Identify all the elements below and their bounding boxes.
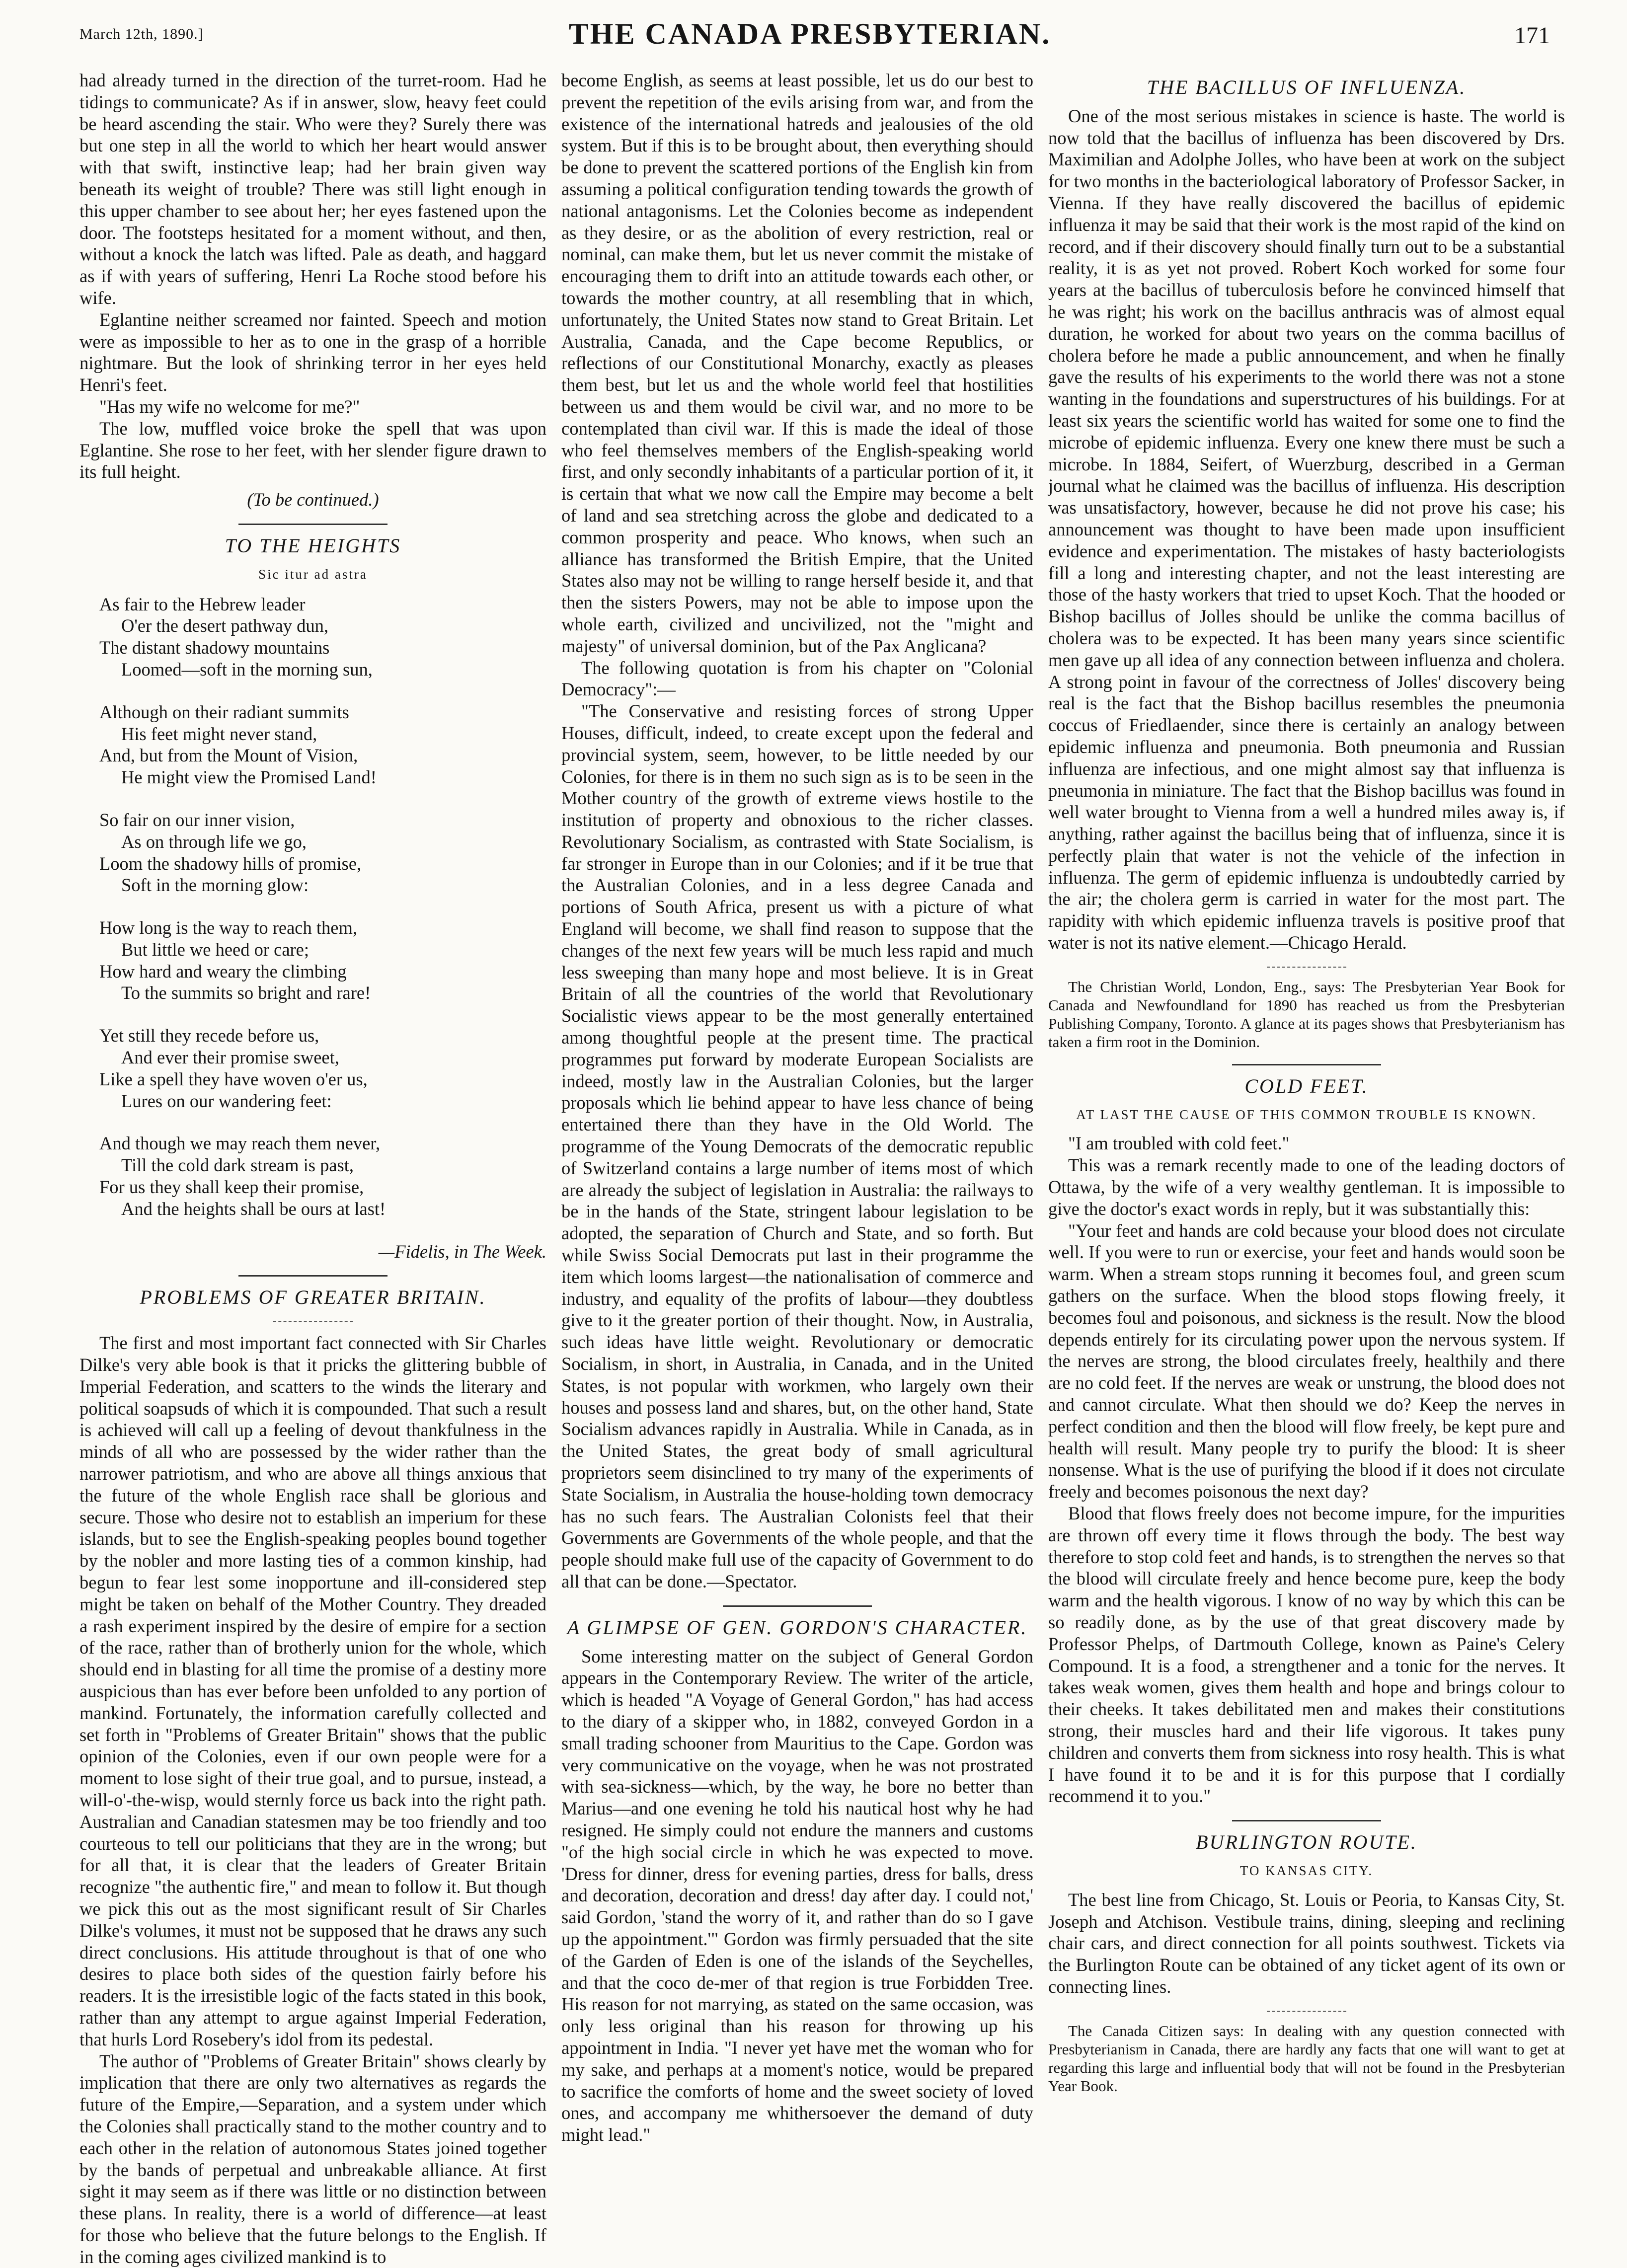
poem-line: Yet still they recede before us,: [99, 1025, 319, 1046]
poem-line: As fair to the Hebrew leader: [99, 594, 306, 614]
article-paragraph: "Your feet and hands are cold because your blood does not circulate well. If you were to run or exercise, your feet and hands would soon be warm. When a stream stops running it becomes foul, and green scum gathers on the surface. When the blood stops flowing freely, it becomes foul and poisonous, and sickness is the result. Now the blood depends entirely for its circulating power upon the nervous system. If the nerves are strong, the blood circulates freely, healthily and there are no cold feet. If the nerves are weak or unstrung, the blood does not and cannot circulate. What then should we do? Keep the nerves in perfect condition and then the blood will flow freely, be kept pure and health will result. Many people try to purify the blood: It is sheer nonsense. What is the use of purifying the blood if it does not circulate freely and becomes poisonous the next day?: [1048, 1220, 1565, 1502]
column-middle: [561, 70, 1033, 2225]
column-left: [79, 70, 546, 2267]
poem-title: TO THE HEIGHTS: [225, 534, 401, 557]
poem-stanza: [99, 809, 546, 896]
poem-line: And, but from the Mount of Vision,: [99, 745, 358, 766]
section-divider: [1267, 967, 1346, 968]
poem-line: How hard and weary the climbing: [99, 961, 347, 982]
article-paragraph: One of the most serious mistakes in science is haste. The world is now told that the bacillus of influenza has been discovered by Drs. Maximilian and Adolphe Jolles, who have been at work on the subject for two months in the bacteriological laboratory of Professor Sacker, in Vienna. If they have really discovered the bacillus of epidemic influenza it may be said that their work is the most rapid of the kind on record, and if their discovery should finally turn out to be a substantial reality, it is as yet not proved. Robert Koch worked for some four years at the bacillus of tuberculosis before he convinced himself that he was right; his work on the bacillus anthracis was of almost equal duration, he worked for about two years on the comma bacillus of cholera before he made a public announcement, and when he finally gave the results of his experiments to the world there was not a stone wanting in the foundations and superstructures of his buildings. For at least six years the scientific world has waited for some one to find the microbe of epidemic influenza. Every one knew there must be such a microbe. In 1884, Seifert, of Wuerzburg, described in a German journal what he claimed was the bacillus of influenza. His description was unsatisfactory, however, because he did not prove his case; his announcement was thought to have been made upon insufficient evidence and experimentation. The mistakes of hasty bacteriologists fill a long and interesting chapter, and not the least interesting are those of the hasty workers that tried to upset Koch. That the hooded or Bishop bacillus of Jolles should be unlike the comma bacillus of cholera was to be expected. It has been many years since scientific men gave up all idea of any connection between influenza and cholera. A strong point in favour of the correctness of Jolles' discovery being real is the fact that the Bishop bacillus resembles the pneumonia coccus of Friedlaender, since there is certainly an analogy between epidemic influenza and pneumonia. Both pneumonia and Russian influenza are infectious, and one might almost say that influenza is pneumonia in miniature. The fact that the Bishop bacillus was found in well water brought to Vienna from a well a hundred miles away is, if anything, rather against the bacillus being that of influenza, since it is perfectly plain that water is not the vehicle of the infection in influenza. The germ of epidemic influenza is undoubtedly carried by the air; the cholera germ is carried in water for the most part. The rapidity with which epidemic influenza travels is positive proof that water is not its native element.—Chicago Herald.: [1048, 105, 1565, 953]
poem-stanza: [99, 1133, 546, 1219]
poem-stanza: [99, 594, 546, 680]
story-paragraph: had already turned in the direction of the turret-room. Had he tidings to communicate? As if in answer, slow, heavy feet could be heard ascending the stair. Who were they? Surely there was but one step in all the world to which her heart would answer with that swift, instinctive leap; had her brain given way beneath its weight of trouble? There was still light enough in this upper chamber to see about her; her eyes fastened upon the door. The footsteps hesitated for a moment without, and then, without a knock the latch was lifted. Pale as death, and haggard as if with years of suffering, Henri La Roche stood before his wife.: [79, 70, 546, 308]
cold-feet-subtitle: AT LAST THE CAUSE OF THIS COMMON TROUBLE IS KNOWN.: [1076, 1107, 1537, 1122]
cold-feet-title: COLD FEET.: [1244, 1074, 1369, 1097]
section-divider: [238, 1275, 387, 1277]
article-paragraph: The first and most important fact connected with Sir Charles Dilke's very able book is that it pricks the glittering bubble of Imperial Federation, and scatters to the winds the literary and political soapsuds of which it is compounded. That such a result is achieved will call up a feeling of devout thankfulness in the minds of all who are possessed by the wider rather than the narrower patriotism, and who are above all things anxious that the future of the whole English race shall be glorious and secure. Those who desire not to establish an imperium for these islands, but to see the English-speaking peoples bound together by the nobler and more lasting ties of a common kinship, had begun to fear lest some inopportune and ill-considered step might be taken on behalf of the Mother Country. They dreaded a rash experiment inspired by the desire of empire for a section of the race, rather than of brotherly union for the whole, which should end in blasting for all time the promise of a destiny more auspicious than has ever before been unfolded to any portion of mankind. Fortunately, the information carefully collected and set forth in "Problems of Greater Britain" shows that the public opinion of the Colonies, even if our own people were for a moment to lose sight of their true goal, and to pursue, instead, a will-o'-the-wisp, would sternly force us back into the right path. Australian and Canadian statesmen may be too friendly and too courteous to tell our politicians that they are in the wrong; but for all that, it is clear that the leaders of Greater Britain recognize "the authentic fire," and mean to follow it. But though we pick this out as the most significant result of Sir Charles Dilke's volumes, it must not be supposed that he draws any such direct conclusions. His attitude throughout is that of one who desires to place both sides of the question fairly before his readers. It is the irresistible logic of the facts stated in this book, rather than any attempt to argue against Imperial Federation, that hurls Lord Rosebery's idol from its pedestal.: [79, 1333, 546, 2049]
poem-line: Lures on our wandering feet:: [121, 1090, 332, 1111]
story-paragraph: The low, muffled voice broke the spell that was upon Eglantine. She rose to her feet, with her slender figure drawn to its full height.: [79, 418, 546, 482]
burlington-subtitle: TO KANSAS CITY.: [1240, 1863, 1374, 1878]
story-paragraph: "Has my wife no welcome for me?": [99, 396, 360, 417]
notice-paragraph: The Christian World, London, Eng., says: The Presbyterian Year Book for Canada and Newfoundland for 1890 has reached us from the Presbyterian Publishing Company, Toronto. A glance at its pages shows that Presbyterianism has taken a firm root in the Dominion.: [1048, 978, 1565, 1051]
notice-paragraph: The Canada Citizen says: In dealing with any question connected with Presbyterianism in Canada, there are hardly any facts that one will want to get at regarding this large and influential body that will not be found in the Presbyterian Year Book.: [1048, 2022, 1565, 2095]
poem-line: O'er the desert pathway dun,: [121, 615, 329, 636]
burlington-title: BURLINGTON ROUTE.: [1196, 1831, 1417, 1854]
section-divider: [1232, 1820, 1381, 1821]
poem-line: He might view the Promised Land!: [121, 767, 377, 788]
story-paragraph: Eglantine neither screamed nor fainted. Speech and motion were as impossible to her as to one in the grasp of a horrible nightmare. But the look of shrinking terror in her eyes held Henri's feet.: [79, 309, 546, 395]
poem-subtitle: Sic itur ad astra: [258, 566, 368, 582]
article-paragraph: "I am troubled with cold feet.": [1068, 1133, 1290, 1154]
poem-line: Loom the shadowy hills of promise,: [99, 853, 362, 874]
poem-line: As on through life we go,: [121, 831, 307, 852]
article-paragraph: Some interesting matter on the subject of General Gordon appears in the Contemporary Review. The writer of the article, which is headed "A Voyage of General Gordon," has had access to the diary of a skipper who, in 1882, conveyed Gordon in a small trading schooner from Mauritius to the Cape. Gordon was very communicative on the voyage, when he was not prostrated with sea-sickness—which, by the way, he bore no better than Marius—and one evening he told his nautical host why he had resigned. He simply could not endure the manners and customs "of the high social circle in which he was expected to move. 'Dress for dinner, dress for evening parties, dress for balls, dress and decoration, decoration and dress! day after day. I could not,' said Gordon, 'stand the worry of it, and rather than do so I gave up the appointment.'" Gordon was firmly persuaded that the site of the Garden of Eden is one of the islands of the Seychelles, and that the coco de-mer of that region is true Forbidden Tree. His reason for not marrying, as stated on the same occasion, was only less original than his reason for throwing up his appointment in India. "I never yet have met the woman who for my sake, and perhaps at a moment's notice, would be prepared to sacrifice the comforts of home and the sweet society of loved ones, and accompany me whithersoever the demand of duty might lead.": [561, 1646, 1033, 2145]
poem-line: Like a spell they have woven o'er us,: [99, 1068, 368, 1089]
to-be-continued: (To be continued.): [247, 489, 379, 510]
poem-line: Till the cold dark stream is past,: [121, 1155, 354, 1176]
poem-line: How long is the way to reach them,: [99, 917, 357, 938]
article-paragraph: The following quotation is from his chapter on "Colonial Democracy":—: [561, 657, 1033, 700]
poem-line: The distant shadowy mountains: [99, 637, 330, 658]
page-number: 171: [1514, 22, 1550, 49]
poem-line: To the summits so bright and rare!: [121, 983, 371, 1003]
article-paragraph: This was a remark recently made to one of the leading doctors of Ottawa, by the wife of a very wealthy gentleman. It is impossible to give the doctor's exact words in reply, but it was substantially this:: [1048, 1155, 1565, 1219]
problems-title: PROBLEMS OF GREATER BRITAIN.: [140, 1286, 486, 1309]
issue-date: March 12th, 1890.]: [79, 26, 204, 42]
page-header: [50, 15, 1570, 55]
poem-line: And the heights shall be ours at last!: [121, 1198, 386, 1219]
poem-line: So fair on our inner vision,: [99, 809, 295, 830]
section-divider: [273, 1321, 353, 1322]
poem-line: Soft in the morning glow:: [121, 875, 309, 896]
column-right: [1048, 70, 1565, 2225]
section-divider: [238, 524, 387, 525]
bacillus-title: THE BACILLUS OF INFLUENZA.: [1147, 76, 1467, 98]
poem-line: His feet might never stand,: [121, 723, 317, 744]
poem-line: And ever their promise sweet,: [121, 1047, 339, 1068]
article-paragraph: The best line from Chicago, St. Louis or Peoria, to Kansas City, St. Joseph and Atchison. Vestibule trains, dining, sleeping and reclining chair cars, and direct connection for all points southwest. Tickets via the Burlington Route can be obtained of any ticket agent of its own or connecting lines.: [1048, 1889, 1565, 1997]
poem-line: For us they shall keep their promise,: [99, 1177, 364, 1198]
poem: [79, 594, 546, 1220]
poem-attribution: —Fidelis, in The Week.: [378, 1241, 546, 1262]
poem-stanza: [99, 701, 546, 788]
poem-stanza: [99, 1025, 546, 1112]
poem-line: And though we may reach them never,: [99, 1133, 381, 1154]
article-paragraph: become English, as seems at least possible, let us do our best to prevent the repetition of the evils arising from war, and from the existence of the international hatreds and jealousies of the old system. But if this is to be brought about, then everything should be done to prevent the scattered portions of the English kin from assuming a political configuration tending towards the growth of national antagonisms. Let the Colonies become as independent as they desire, or as the abolition of every restriction, real or nominal, can make them, but let us never commit the mistake of encouraging them to drift into an attitude towards each other, or towards the mother country, at all resembling that in which, unfortunately, the United States now stand to Great Britain. Let Australia, Canada, and the Cape become Republics, or reflections of our Constitutional Monarchy, exactly as pleases them best, but let us and the whole world feel that hostilities between us and them would be civil war, and no more to be contemplated than civil war. If this is made the ideal of those who feel themselves members of the English-speaking world first, and only secondly inhabitants of a particular portion of it, it is certain that what we now call the Empire may become a belt of land and sea stretching across the globe and dedicated to a common prosperity and peace. Who knows, when such an alliance has transformed the British Empire, that the United States also may not be willing to range herself beside it, and that then the sisters Powers, may not be able to impose upon the whole earth, civilized and uncivilized, not the "might and majesty" of universal dominion, but of the Pax Anglicana?: [561, 70, 1033, 656]
poem-line: Although on their radiant summits: [99, 701, 349, 722]
article-paragraph: The author of "Problems of Greater Britain" shows clearly by implication that there are only two alternatives as regards the future of the Empire,—Separation, and a system under which the Colonies shall practically stand to the mother country and to each other in the relation of autonomous States joined together by the bands of perpetual and unbreakable alliance. At first sight it may seem as if there was little or no distinction between these plans. In reality, there is a world of difference—at least for those who believe that the future belongs to the English. If in the coming ages civilized mankind is to: [79, 2050, 546, 2267]
gordon-title: A GLIMPSE OF GEN. GORDON'S CHARACTER.: [567, 1616, 1028, 1639]
article-paragraph: "The Conservative and resisting forces of strong Upper Houses, difficult, indeed, to create except upon the federal and provincial system, seem, however, to be little needed by our Colonies, for there is in them no such sign as is to be seen in the Mother country of the growth of extreme views hostile to the institution of property and obnoxious to the richer classes. Revolutionary Socialism, as contrasted with State Socialism, is far stronger in Europe than in our Colonies; and if it be true that the Australian Colonies, and in a less degree Canada and portions of South Africa, present us with a picture of what England will become, we shall find reason to suppose that the changes of the next few years will be much less rapid and much less sweeping than many hope and most believe. It is in Great Britain of all the countries of the world that Revolutionary Socialistic views appear to be the most generally entertained among thoughtful people at the present time. The practical programmes put forward by moderate European Socialists are indeed, mostly law in the Australian Colonies, but the larger proposals which lie behind appear to have less chance of being entertained there than they have in the Old World. The programme of the Young Democrats of the democratic republic of Switzerland contains a large number of items most of which are already the subject of legislation in Australia: the railways to be in the hands of the State, stringent labour legislation to be adopted, the separation of Church and State, and so forth. But while Swiss Social Democrats put last in their programme the item which looms largest—the nationalisation of commerce and industry, and equality of the profits of labour—they doubtless give to it the greater portion of their thought. Now, in Australia, such ideas have little weight. Revolutionary or democratic Socialism, in short, in Australia, in Canada, and in the United States, is not popular with workmen, who largely own their houses and possess land and shares, but, on the other hand, State Socialism advances rapidly in Australia. While in Canada, as in the United States, the great body of small agricultural proprietors seem disinclined to try many of the experiments of State Socialism, in Australia the house-holding town democracy has no such fears. The Australian Colonists feel that their Governments are Governments of the whole people, and that the people should make full use of the capacity of Government to do all that can be done.—Spectator.: [561, 701, 1033, 1591]
section-divider: [1267, 2011, 1346, 2012]
poem-line: But little we heed or care;: [121, 939, 310, 960]
poem-line: Loomed—soft in the morning sun,: [121, 659, 373, 680]
section-divider: [1232, 1064, 1381, 1065]
poem-stanza: [99, 917, 546, 1004]
masthead-title: THE CANADA PRESBYTERIAN.: [568, 17, 1051, 50]
section-divider: [723, 1605, 872, 1607]
article-paragraph: Blood that flows freely does not become impure, for the impurities are thrown off every time it flows through the body. The best way therefore to stop cold feet and hands, is to strengthen the nerves so that the blood will circulate freely and hence become pure, keep the body warm and the health vigorous. I know of no way by which this can be so readily done, as by the use of that great discovery made by Professor Phelps, of Dartmouth College, known as Paine's Celery Compound. It is a food, a strengthener and a tonic for the nerves. It takes weak women, gives them health and hope and brings colour to their cheeks. It takes debilitated men and makes their constitutions strong, their muscles hard and their life vigorous. It takes puny children and converts them from sickness into rosy health. This is what I have found it to be and it is for this purpose that I cordially recommend it to you.": [1048, 1503, 1565, 1807]
